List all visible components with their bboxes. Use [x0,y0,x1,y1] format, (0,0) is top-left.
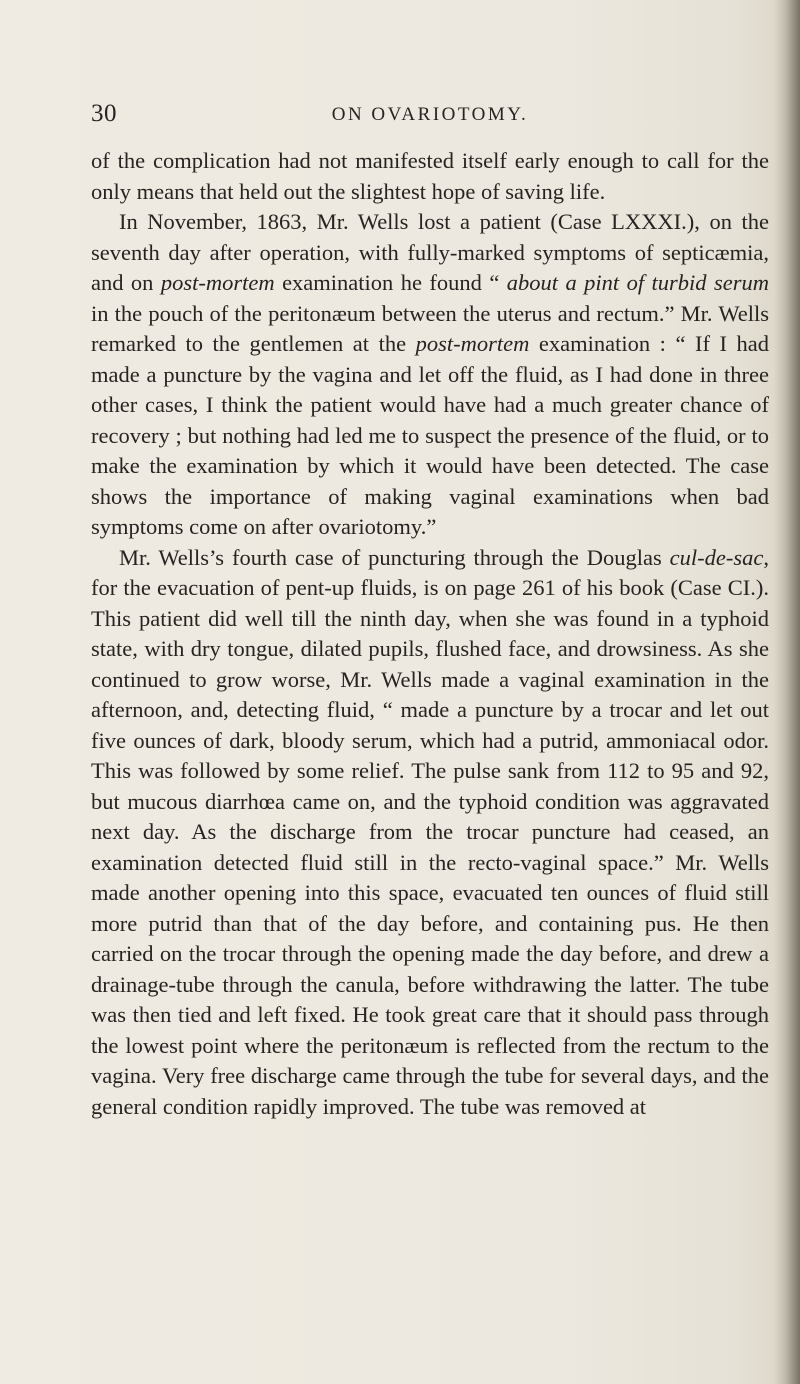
text-run: Mr. Wells’s fourth case of puncturing through the Douglas [119,544,670,570]
text-run: , for the evacuation of pent-up fluids, is on page 261 of his book (Case CI.). This patient did well till the ninth day, when she was found in a typhoid state, with dry tongue, dilated pupils, flushed face, and drowsiness. As she continued to grow worse, Mr. Wells made a vaginal examination in the afternoon, and, detecting fluid, “ made a puncture by a trocar and let out five ounces of dark, bloody serum, which had a putrid, ammoniacal odor. This was followed by some relief. The pulse sank from 112 to 95 and 92, but mucous diarrhœa came on, and the typhoid condition was aggravated next day. As the discharge from the trocar puncture had ceased, an examination detected fluid still in the recto-vaginal space.” Mr. Wells made another opening into this space, evacuated ten ounces of fluid still more putrid than that of the day before, and containing pus. He then carried on the trocar through the opening made the day before, and drew a drainage-tube through the canula, before withdrawing the latter. The tube was then tied and left fixed. He took great care that it should pass through the lowest point where the peritonæum is reflected from the rectum to the vagina. Very free discharge came through the tube for several days, and the general condition rapidly improved. The tube was removed at [91,544,769,1119]
page-number: 30 [91,100,117,127]
italic-text-run: post-mortem [415,331,530,356]
running-title: ON OVARIOTOMY. [331,104,529,125]
paragraph-case-lxxxi [91,207,769,543]
italic-text-run: about a pint of turbid serum [506,270,769,295]
page-edge-shadow [774,0,800,1384]
italic-text-run: cul-de-sac [669,544,764,570]
text-run: examination : “ If I had made a puncture by the vagina and let off the fluid, as I had done in three other cases, I think the patient would have had a much greater chance of recovery ; but nothing had led me to suspect the presence of the fluid, or to make the examination by which it would have been detected. The case shows the importance of making vaginal examinations when bad symptoms come on after ovariotomy.” [91,331,770,539]
text-run: examination he found “ [274,270,507,295]
text-run: in the pouch of the peritonæum between the uterus and rectum.” Mr. Wells remarked to the gentlemen at the [91,300,769,356]
paragraph-case-ci [91,543,769,1123]
italic-text-run: post-mortem [160,270,275,295]
text-run: In November, 1863, Mr. Wells lost a patient (Case LXXXI.), on the seventh day after operation, with fully-marked symptoms of septicæmia, and on [91,209,769,295]
paragraph-continuation [91,146,769,207]
body-text [91,146,769,1122]
text-run: of the complication had not manifested itself early enough to call for the only means that held out the slightest hope of saving life. [91,148,769,204]
page-header [91,100,769,134]
